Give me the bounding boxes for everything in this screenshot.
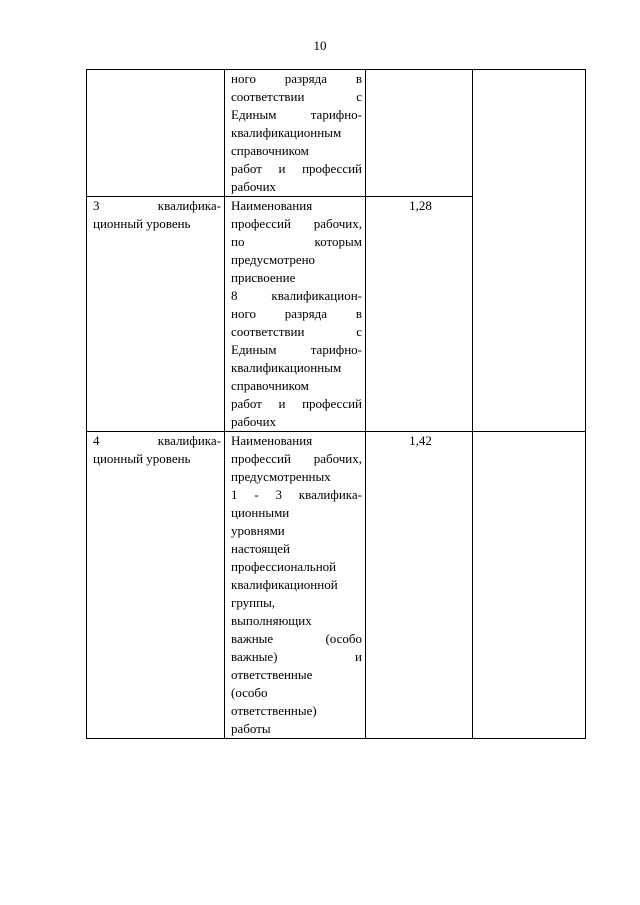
profession-line: квалификационным xyxy=(231,360,342,375)
profession-line: ционными xyxy=(231,505,290,520)
coefficient: 1,42 xyxy=(409,433,432,448)
qualification-level-line: 4 квалифика- xyxy=(93,433,221,448)
profession-line: соответствии с xyxy=(231,324,362,339)
profession-line: рабочих xyxy=(231,414,277,429)
profession-line: 8 квалификацион- xyxy=(231,288,362,303)
profession-line: профессий рабочих, xyxy=(231,216,362,231)
qualification-level-line: 3 квалифика- xyxy=(93,198,221,213)
notes-cell xyxy=(473,432,586,739)
profession-line: профессиональной xyxy=(231,559,337,574)
profession-line: настоящей xyxy=(231,541,290,556)
coefficient-cell xyxy=(366,432,473,739)
profession-line: Единым тарифно- xyxy=(231,342,362,357)
page-number: 10 xyxy=(313,38,327,53)
profession-line: квалификационной xyxy=(231,577,338,592)
profession-line: ответственные xyxy=(231,667,313,682)
profession-line: уровнями xyxy=(231,523,285,538)
profession-line: выполняющих xyxy=(231,613,312,628)
profession-line: соответствии с xyxy=(231,89,362,104)
profession-line: квалификационным xyxy=(231,125,342,140)
qualification-level-cell xyxy=(87,197,225,432)
profession-names-cell xyxy=(225,70,366,197)
profession-line: важные) и xyxy=(231,649,362,664)
notes-cell xyxy=(473,70,586,432)
profession-line: работ и профессий xyxy=(231,396,362,411)
table-row xyxy=(87,70,586,197)
profession-line: работ и профессий xyxy=(231,161,362,176)
profession-line: ответственные) xyxy=(231,703,317,718)
profession-line: предусмотрено xyxy=(231,252,316,267)
profession-line: профессий рабочих, xyxy=(231,451,362,466)
coefficient-cell xyxy=(366,70,473,197)
table-row xyxy=(87,432,586,739)
profession-line: по которым xyxy=(231,234,362,249)
profession-names-cell xyxy=(225,432,366,739)
profession-line: Наименования xyxy=(231,433,313,448)
profession-line: Наименования xyxy=(231,198,313,213)
profession-names-cell xyxy=(225,197,366,432)
qualification-level-cell xyxy=(87,432,225,739)
profession-line: ного разряда в xyxy=(231,306,362,321)
profession-line: (особо xyxy=(231,685,268,700)
qualification-table xyxy=(86,69,586,739)
profession-line: справочником xyxy=(231,378,309,393)
profession-line: группы, xyxy=(231,595,276,610)
qualification-level-line: ционный уровень xyxy=(93,451,191,466)
coefficient-cell xyxy=(366,197,473,432)
coefficient: 1,28 xyxy=(409,198,432,213)
profession-line: присвоение xyxy=(231,270,296,285)
profession-line: работы xyxy=(231,721,271,736)
profession-line: Единым тарифно- xyxy=(231,107,362,122)
profession-line: ного разряда в xyxy=(231,71,362,86)
profession-line: предусмотренных xyxy=(231,469,331,484)
qualification-level-cell xyxy=(87,70,225,197)
profession-line: 1 - 3 квалифика- xyxy=(231,487,362,502)
profession-line: рабочих xyxy=(231,179,277,194)
table-body xyxy=(87,70,586,739)
profession-line: важные (особо xyxy=(231,631,362,646)
qualification-level-line: ционный уровень xyxy=(93,216,191,231)
profession-line: справочником xyxy=(231,143,309,158)
